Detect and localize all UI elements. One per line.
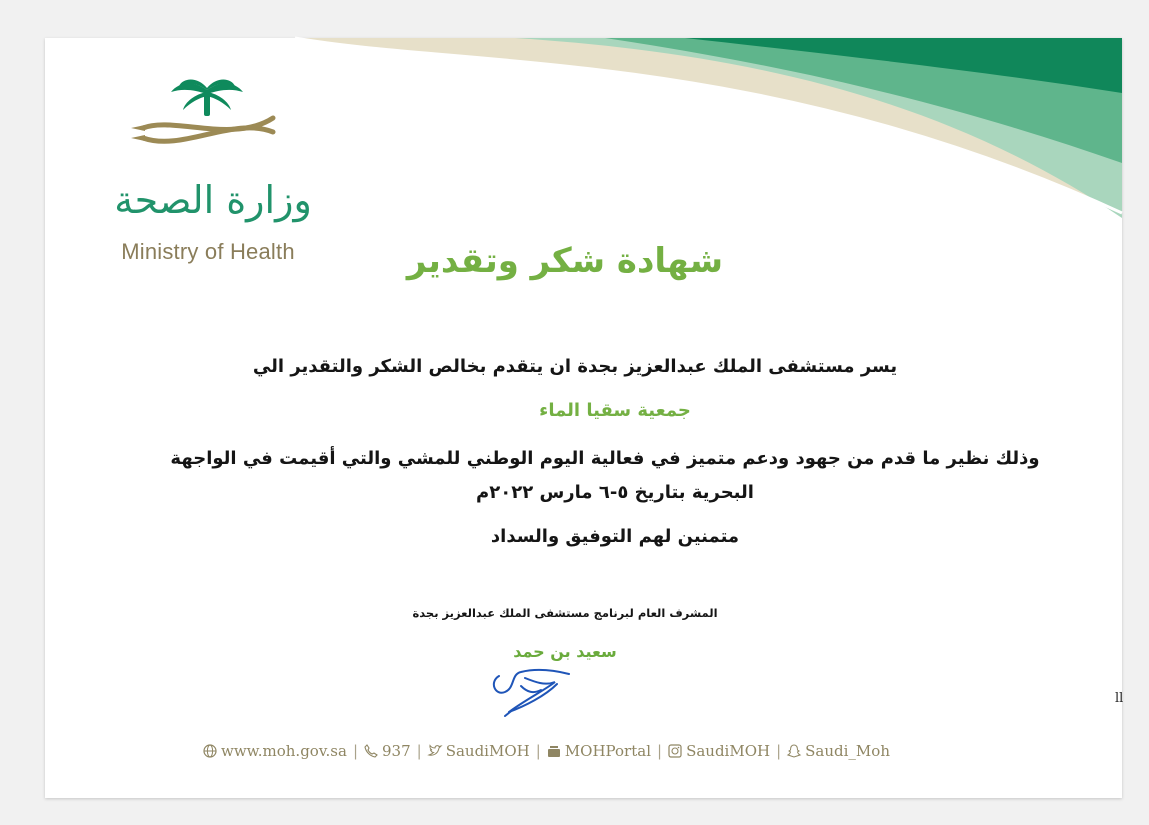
phone-icon <box>364 744 378 758</box>
separator: | <box>535 742 541 760</box>
separator: | <box>776 742 782 760</box>
reason-line-2: البحرية بتاريخ ٥-٦ مارس ٢٠٢٢م <box>476 482 754 503</box>
instagram-text: SaudiMOH <box>686 742 771 760</box>
intro-line: يسر مستشفى الملك عبدالعزيز بجدة ان يتقدم بخالص الشكر والتقدير الي <box>252 356 898 377</box>
handwritten-signature <box>485 656 595 720</box>
supervisor-title: المشرف العام لبرنامج مستشفى الملك عبدالعزيز بجدة <box>412 606 718 620</box>
phone-text: 937 <box>382 742 411 760</box>
reason-line-1: وذلك نظير ما قدم من جهود ودعم متميز في فعالية اليوم الوطني للمشي والتي أقيمت في الواجهة <box>170 448 1040 469</box>
footer-instagram[interactable] <box>668 742 770 760</box>
instagram-icon <box>668 744 682 758</box>
separator: | <box>416 742 422 760</box>
website-text: www.moh.gov.sa <box>221 742 347 760</box>
twitter-icon <box>428 744 442 758</box>
logo-english-name: Ministry of Health <box>121 239 295 264</box>
separator: | <box>352 742 358 760</box>
footer-website[interactable] <box>203 742 347 760</box>
youtube-icon <box>547 744 561 758</box>
certificate-title: شهادة شكر وتقدير <box>406 241 724 281</box>
footer-phone[interactable] <box>364 742 411 760</box>
footer-twitter[interactable] <box>428 742 530 760</box>
twitter-text: SaudiMOH <box>445 742 530 760</box>
palm-swords-emblem-icon <box>123 76 293 158</box>
closing-line: متمنين لهم التوفيق والسداد <box>490 526 740 547</box>
ministry-logo <box>93 76 323 264</box>
footer-youtube[interactable] <box>547 742 651 760</box>
globe-icon <box>203 744 217 758</box>
logo-arabic-name: وزارة الصحة <box>114 178 312 222</box>
separator: | <box>657 742 663 760</box>
organization-name: جمعية سقيا الماء <box>539 400 691 421</box>
certificate-page <box>45 38 1122 798</box>
side-mark: ll <box>1115 691 1124 706</box>
contact-footer <box>203 739 890 763</box>
snapchat-icon <box>787 744 801 758</box>
snapchat-text: Saudi_Moh <box>805 742 890 760</box>
youtube-text: MOHPortal <box>564 742 651 760</box>
footer-snapchat[interactable] <box>787 742 890 760</box>
signer-name: سعيد بن حمد <box>513 642 617 661</box>
